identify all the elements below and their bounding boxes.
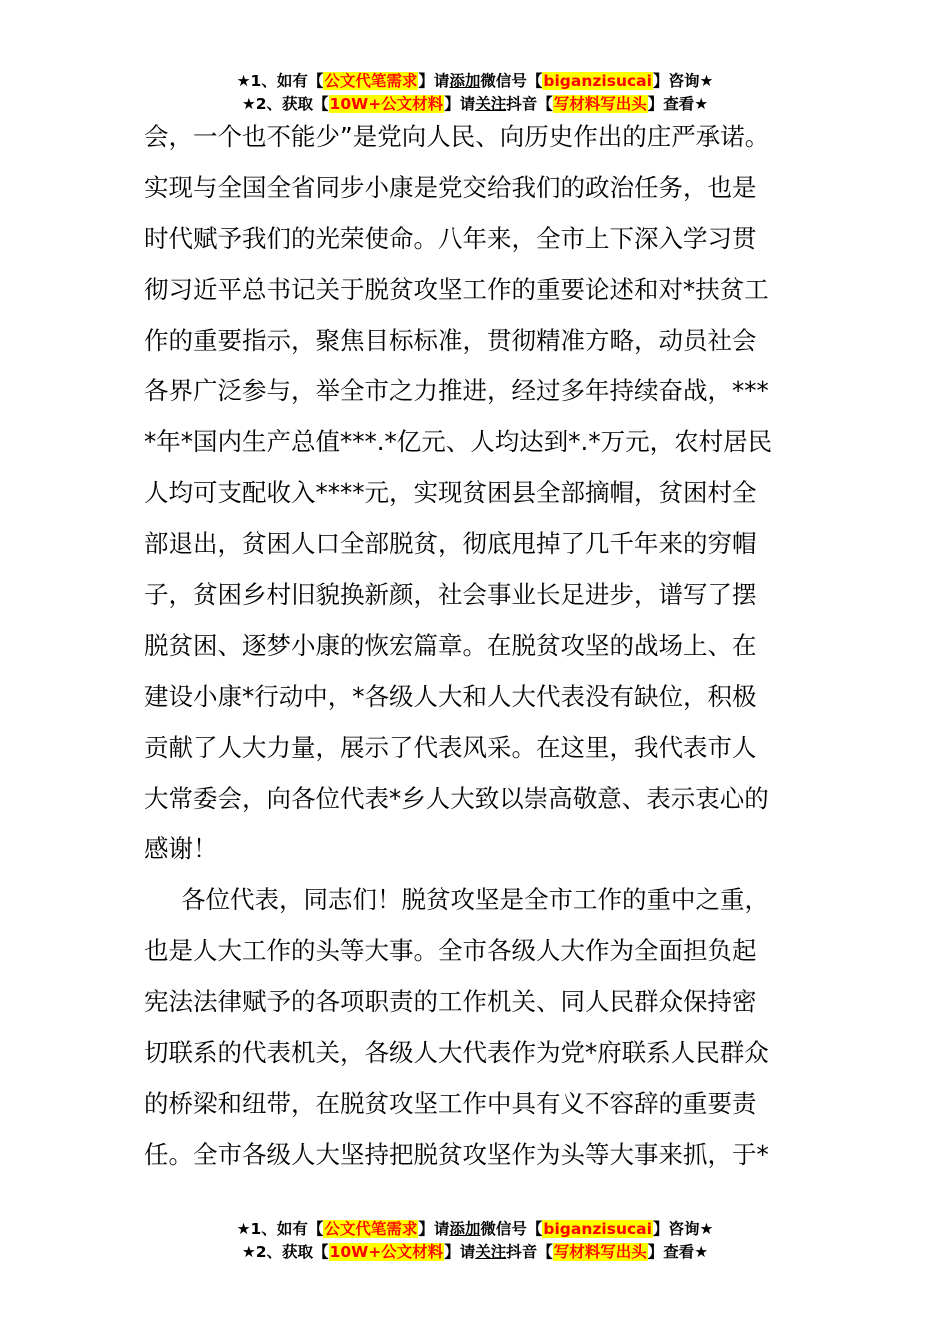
header-banner xyxy=(0,70,950,116)
text-line: 人均可支配收入****元，实现贫困县全部摘帽，贫困村全 xyxy=(144,478,757,508)
text-line: 任。全市各级人大坚持把脱贫攻坚作为头等大事来抓，于* xyxy=(144,1139,769,1169)
text-line: 切联系的代表机关，各级人大代表作为党*府联系人民群众 xyxy=(144,1038,769,1068)
text-line: 各界广泛参与，举全市之力推进，经过多年持续奋战，*** xyxy=(144,376,769,406)
text-line: 彻习近平总书记关于脱贫攻坚工作的重要论述和对*扶贫工 xyxy=(144,274,769,304)
text-line: 建设小康*行动中，*各级人大和人大代表没有缺位，积极 xyxy=(144,681,757,711)
text-line: 会，一个也不能少”是党向人民、向历史作出的庄严承诺。 xyxy=(144,122,770,151)
text-line: 实现与全国全省同步小康是党交给我们的政治任务，也是 xyxy=(144,172,757,202)
highlight-wechat-id: biganzisucai xyxy=(543,72,652,90)
text-line: *年*国内生产总值***.*亿元、人均达到*.*万元，农村居民 xyxy=(144,427,773,457)
highlight-wechat-id: biganzisucai xyxy=(543,1220,652,1238)
text-line: 也是人大工作的头等大事。全市各级人大作为全面担负起 xyxy=(144,936,757,966)
text-line: 脱贫困、逐梦小康的恢宏篇章。在脱贫攻坚的战场上、在 xyxy=(144,630,757,660)
text-line: 的桥梁和纽带，在脱贫攻坚工作中具有义不容辞的重要责 xyxy=(144,1088,757,1118)
banner-line-1: ★1、如有【公文代笔需求】请添加微信号【biganzisucai】咨询★ xyxy=(236,72,714,90)
text-line: 感谢！ xyxy=(144,834,218,864)
banner-line-2: ★2、获取【10W+公文材料】请关注抖音【写材料写出头】查看★ xyxy=(241,95,709,113)
text-line: 部退出，贫困人口全部脱贫，彻底甩掉了几千年来的穷帽 xyxy=(144,529,757,559)
text-line: 大常委会，向各位代表*乡人大致以崇高敬意、表示衷心的 xyxy=(144,783,769,813)
highlight-materials: 10W+公文材料 xyxy=(329,1243,444,1261)
text-line: 作的重要指示，聚焦目标标准，贯彻精准方略，动员社会 xyxy=(144,325,757,355)
highlight-service: 公文代笔需求 xyxy=(324,1220,418,1238)
text-line: 宪法法律赋予的各项职责的工作机关、同人民群众保持密 xyxy=(144,987,757,1017)
paragraph-start-line: 各位代表，同志们！脱贫攻坚是全市工作的重中之重， xyxy=(181,885,769,915)
highlight-service: 公文代笔需求 xyxy=(324,72,418,90)
document-body xyxy=(144,112,804,1181)
text-line: 时代赋予我们的光荣使命。八年来，全市上下深入学习贯 xyxy=(144,223,757,253)
highlight-douyin-account: 写材料写出头 xyxy=(553,1243,647,1261)
footer-banner xyxy=(0,1218,950,1264)
highlight-douyin-account: 写材料写出头 xyxy=(553,95,647,113)
text-line: 子，贫困乡村旧貌换新颜，社会事业长足进步，谱写了摆 xyxy=(144,580,757,610)
footer-line-1: ★1、如有【公文代笔需求】请添加微信号【biganzisucai】咨询★ xyxy=(236,1220,714,1238)
footer-line-2: ★2、获取【10W+公文材料】请关注抖音【写材料写出头】查看★ xyxy=(241,1243,709,1261)
highlight-materials: 10W+公文材料 xyxy=(329,95,444,113)
text-line: 贡献了人大力量，展示了代表风采。在这里，我代表市人 xyxy=(144,732,757,762)
